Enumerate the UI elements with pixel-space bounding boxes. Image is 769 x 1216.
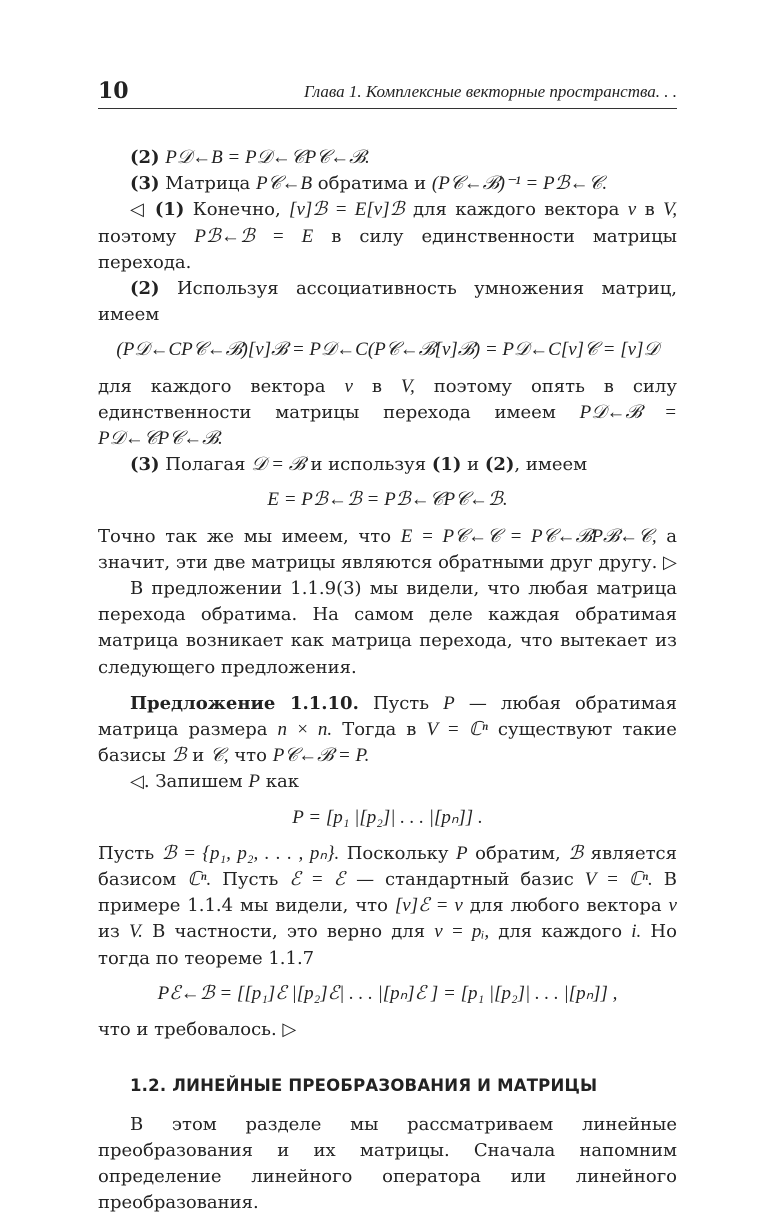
- math: [v]ℬ = E[v]ℬ: [289, 199, 405, 220]
- text: Пусть: [373, 693, 429, 714]
- text: в: [645, 199, 655, 220]
- text: и используя: [310, 454, 426, 475]
- paragraph-transition: В предложении 1.1.9(3) мы видели, что любая матрица перехода обратима. На самом деле каждая обратимая матрица возникает как матрица перехода, что вытекает из следующего предложения.: [98, 576, 677, 681]
- proof-part-2: [98, 276, 677, 328]
- text: что и требовалось.: [98, 1019, 277, 1040]
- math: 𝒞,: [210, 745, 229, 766]
- math: v = pᵢ,: [434, 921, 489, 942]
- text: для любого вектора: [470, 895, 662, 916]
- text: Запишем: [155, 771, 242, 792]
- math: ℬ: [568, 843, 583, 864]
- math: P: [456, 843, 468, 864]
- item-label: (2): [130, 147, 160, 168]
- text: Точно так же мы имеем, что: [98, 526, 391, 547]
- math: E = P𝒞←𝒞 = P𝒞←ℬPℬ←𝒞,: [401, 526, 657, 547]
- math: 𝒟 = ℬ: [251, 454, 304, 475]
- text: и: [192, 745, 204, 766]
- text: Пусть: [98, 843, 154, 864]
- page-header: [98, 78, 677, 110]
- text: в: [372, 376, 382, 397]
- text: Поскольку: [347, 843, 449, 864]
- formula-identity: E = Pℬ←ℬ = Pℬ←𝒞P𝒞←ℬ.: [98, 487, 677, 513]
- text: обратима и: [318, 173, 426, 194]
- math: ℰ = ℰ: [289, 869, 345, 890]
- header-rule: [98, 108, 677, 109]
- spacer: [98, 681, 677, 691]
- formula-matrix-columns: P = [p₁ |[p₂]| . . . |[pₙ]] .: [98, 805, 677, 831]
- math: V,: [401, 376, 415, 397]
- item-label: (1): [432, 454, 462, 475]
- item-label: (3): [130, 173, 160, 194]
- formula-associativity: (P𝒟←CP𝒞←ℬ)[v]ℬ = P𝒟←C(P𝒞←ℬ[v]ℬ) = P𝒟←C[v]𝒞 = [v]𝒟: [98, 337, 677, 363]
- text: — любая обратимая матрица размера: [98, 693, 677, 740]
- proposition-title: Предложение 1.1.10.: [130, 693, 359, 714]
- text: для каждого вектора: [98, 376, 326, 397]
- math: (P𝒞←ℬ)⁻¹ = Pℬ←𝒞.: [432, 173, 607, 194]
- math: i.: [631, 921, 641, 942]
- proof-end-marker: ▷: [282, 1019, 296, 1040]
- math: ℬ = {p₁, p₂, . . . , pₙ}.: [162, 843, 340, 864]
- text: обратим,: [475, 843, 561, 864]
- proof-start-marker: ◁: [130, 199, 146, 220]
- math: P𝒞←ℬ = P.: [273, 745, 370, 766]
- text: из: [98, 921, 120, 942]
- proof-end-marker: ▷: [663, 552, 677, 573]
- proof-proposition-start: [98, 769, 677, 795]
- math: v: [669, 895, 677, 916]
- proposition-1-1-10: [98, 691, 677, 770]
- item-label: (2): [485, 454, 515, 475]
- proof-part-2-continued: [98, 374, 677, 453]
- math: ℂⁿ.: [187, 869, 211, 890]
- math: P𝒞←B: [256, 173, 312, 194]
- proof-conclusion: [98, 524, 677, 576]
- text: поэтому: [98, 226, 176, 247]
- text: — стандартный базис: [356, 869, 574, 890]
- text: для каждого вектора: [413, 199, 619, 220]
- proof-proposition-body: [98, 841, 677, 972]
- text: Матрица: [165, 173, 250, 194]
- math: v: [344, 376, 352, 397]
- math: v: [628, 199, 636, 220]
- page-body: [98, 145, 677, 1216]
- math: P: [443, 693, 455, 714]
- text: является базисом: [98, 843, 677, 890]
- text: Используя ассоциативность умножения матриц, имеем: [98, 278, 677, 325]
- math: P𝒟←ℬ = P𝒟←𝒞P𝒞←ℬ.: [98, 402, 677, 449]
- item-label: (1): [155, 199, 185, 220]
- text: существуют такие базисы: [98, 719, 677, 766]
- text: и: [467, 454, 479, 475]
- math: V = ℂⁿ: [426, 719, 487, 740]
- text: В примере 1.1.4 мы видели, что: [98, 869, 677, 916]
- proof-proposition-end: [98, 1017, 677, 1043]
- proof-part-3: [98, 452, 677, 478]
- text: для каждого: [498, 921, 622, 942]
- math: P: [248, 771, 260, 792]
- section-heading: 1.2. ЛИНЕЙНЫЕ ПРЕОБРАЗОВАНИЯ И МАТРИЦЫ: [130, 1073, 677, 1099]
- page-number: 10: [98, 78, 129, 104]
- math: n × n.: [278, 719, 333, 740]
- proof-start-marker: ◁.: [130, 771, 150, 792]
- text: поэтому опять в силу единственности матрицы перехода имеем: [98, 376, 677, 423]
- text: как: [266, 771, 299, 792]
- section-intro-paragraph: В этом разделе мы рассматриваем линейные преобразования и их матрицы. Сначала напомним определение линейного оператора или линейного преобразования.: [98, 1112, 677, 1216]
- math: Pℬ←ℬ = E: [194, 226, 313, 247]
- text: а значит, эти две матрицы являются обратными друг другу.: [98, 526, 677, 573]
- text: в силу единственности матрицы перехода.: [98, 226, 677, 273]
- item-label: (2): [130, 278, 160, 299]
- math: [v]ℰ = v: [395, 895, 463, 916]
- text: Пусть: [222, 869, 278, 890]
- item-label: (3): [130, 454, 160, 475]
- formula-transition-matrix: Pℰ←ℬ = [[p₁]ℰ |[p₂]ℰ| . . . |[pₙ]ℰ ] = [p₁ |[p₂]| . . . |[pₙ]] ,: [98, 981, 677, 1007]
- running-head: Глава 1. Комплексные векторные пространства. . .: [304, 82, 677, 102]
- text: Полагая: [165, 454, 245, 475]
- statement-item-2: [98, 145, 677, 171]
- text: Тогда в: [342, 719, 416, 740]
- math: P𝒟←B = P𝒟←𝒞P𝒞←ℬ.: [165, 147, 369, 168]
- statement-item-3: [98, 171, 677, 197]
- math: V.: [129, 921, 143, 942]
- math: V = ℂⁿ.: [585, 869, 653, 890]
- text: Но тогда по теореме 1.1.7: [98, 921, 677, 968]
- text: что: [234, 745, 267, 766]
- math: ℬ: [172, 745, 187, 766]
- proof-part-1: [98, 197, 677, 276]
- text: В частности, это верно для: [152, 921, 425, 942]
- math: V,: [663, 199, 677, 220]
- text: , имеем: [514, 454, 587, 475]
- text: Конечно,: [193, 199, 281, 220]
